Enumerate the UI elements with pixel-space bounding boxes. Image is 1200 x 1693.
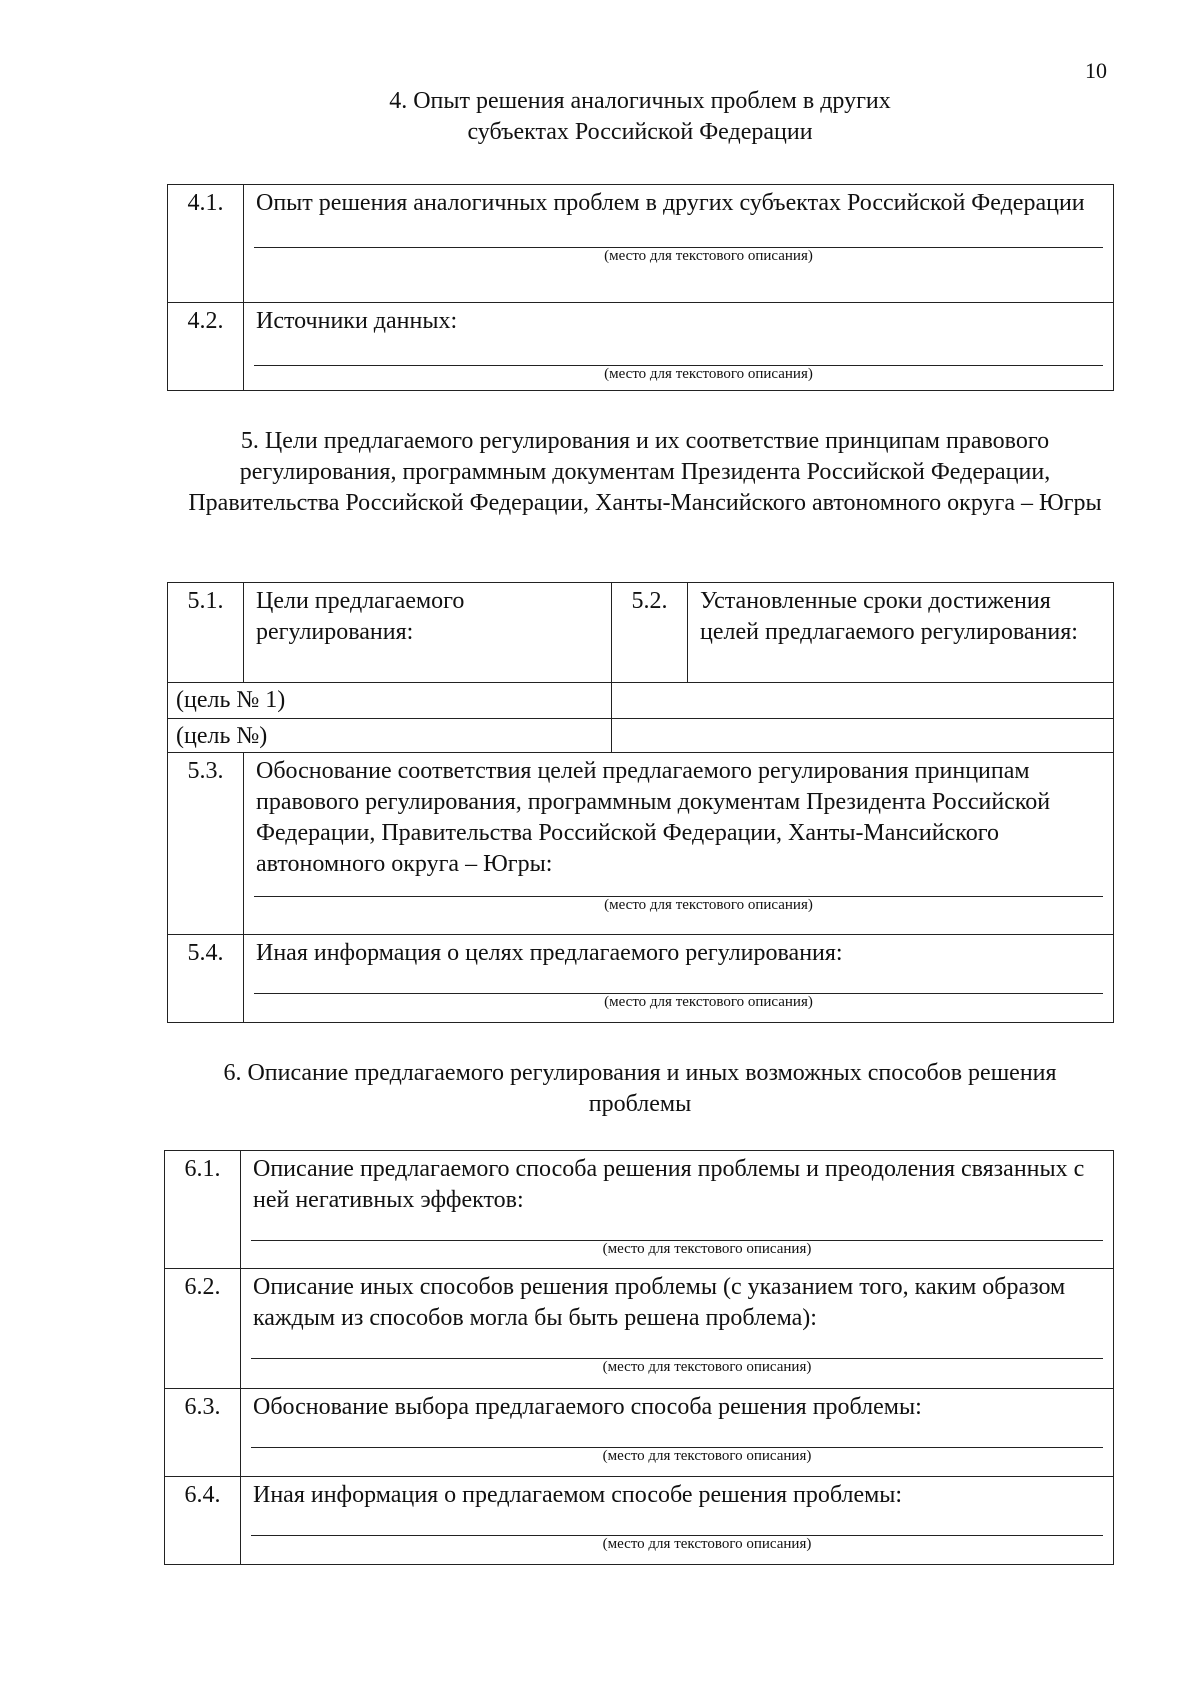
section-5-title: 5. Цели предлагаемого регулирования и их соответствие принципам правового регулирования, программным документам Президента Российской Федерации, Правительства Российской Федерации, Ханты-Мансийского автономного округа – Югры xyxy=(188,428,1102,516)
row-label: Описание предлагаемого способа решения проблемы и преодоления связанных с ней негативных эффектов: xyxy=(253,1156,1085,1213)
placeholder-hint: (место для текстового описания) xyxy=(604,366,813,382)
table-row xyxy=(165,1151,1114,1269)
row-number: 6.4. xyxy=(165,1477,241,1565)
table-row xyxy=(168,303,1114,391)
row-cell xyxy=(244,303,1114,391)
placeholder-hint: (место для текстового описания) xyxy=(604,994,813,1010)
row-number: 5.1. xyxy=(168,583,244,683)
row-label: Обоснование выбора предлагаемого способа решения проблемы: xyxy=(253,1394,922,1420)
table-row xyxy=(165,1477,1114,1565)
goal-label: (цель №) xyxy=(176,723,268,749)
goal-cell[interactable] xyxy=(168,719,612,753)
table-row xyxy=(165,1269,1114,1389)
row-cell xyxy=(244,935,1114,1023)
placeholder-hint: (место для текстового описания) xyxy=(602,1359,812,1375)
row-label: Опыт решения аналогичных проблем в других субъектах Российской Федерации xyxy=(256,190,1085,216)
goals-header: Цели предлагаемого регулирования: xyxy=(256,588,465,645)
row-label: Иная информация о целях предлагаемого регулирования: xyxy=(256,940,843,966)
goal-label: (цель № 1) xyxy=(176,687,286,713)
row-number: 4.1. xyxy=(168,185,244,303)
table-row xyxy=(168,719,1114,753)
section-6-title: 6. Описание предлагаемого регулирования и иных возможных способов решения проблемы xyxy=(223,1060,1057,1117)
table-row xyxy=(168,185,1114,303)
placeholder-hint: (место для текстового описания) xyxy=(604,248,813,264)
row-number: 6.1. xyxy=(165,1151,241,1269)
page-number: 10 xyxy=(1085,58,1107,83)
row-cell xyxy=(241,1269,1114,1389)
row-cell xyxy=(244,753,1114,935)
placeholder-hint: (место для текстового описания) xyxy=(602,1448,812,1464)
section-4-title: 4. Опыт решения аналогичных проблем в других субъектах Российской Федерации xyxy=(389,88,891,145)
table-row xyxy=(168,583,1114,683)
placeholder-hint: (место для текстового описания) xyxy=(602,1241,812,1257)
deadlines-header: Установленные сроки достижения целей предлагаемого регулирования: xyxy=(700,588,1078,645)
placeholder-hint: (место для текстового описания) xyxy=(602,1536,812,1552)
row-label: Иная информация о предлагаемом способе решения проблемы: xyxy=(253,1482,903,1508)
row-cell xyxy=(241,1389,1114,1477)
row-cell xyxy=(241,1151,1114,1269)
row-number: 6.3. xyxy=(165,1389,241,1477)
row-cell xyxy=(244,185,1114,303)
deadline-cell[interactable] xyxy=(612,683,1114,719)
section-5-table xyxy=(167,582,1114,1023)
row-label: Обоснование соответствия целей предлагаемого регулирования принципам правового регулирования, программным документам Президента Российской Федерации, Правительства Российской Федерации, Ханты-Мансийского автономного округа – Югры: xyxy=(256,758,1051,877)
placeholder-hint: (место для текстового описания) xyxy=(604,897,813,913)
row-label: Источники данных: xyxy=(256,308,458,334)
section-4-table xyxy=(167,184,1114,391)
deadlines-header-cell xyxy=(688,583,1114,683)
table-row xyxy=(168,935,1114,1023)
table-row xyxy=(165,1389,1114,1477)
row-number: 5.2. xyxy=(612,583,688,683)
table-row xyxy=(168,753,1114,935)
goal-cell[interactable] xyxy=(168,683,612,719)
deadline-cell[interactable] xyxy=(612,719,1114,753)
section-6-table xyxy=(164,1150,1114,1565)
row-number: 6.2. xyxy=(165,1269,241,1389)
row-number: 4.2. xyxy=(168,303,244,391)
row-label: Описание иных способов решения проблемы (с указанием того, каким образом каждым из способов могла бы быть решена проблема): xyxy=(253,1274,1066,1331)
table-row xyxy=(168,683,1114,719)
goals-header-cell xyxy=(244,583,612,683)
row-number: 5.4. xyxy=(168,935,244,1023)
row-cell xyxy=(241,1477,1114,1565)
row-number: 5.3. xyxy=(168,753,244,935)
